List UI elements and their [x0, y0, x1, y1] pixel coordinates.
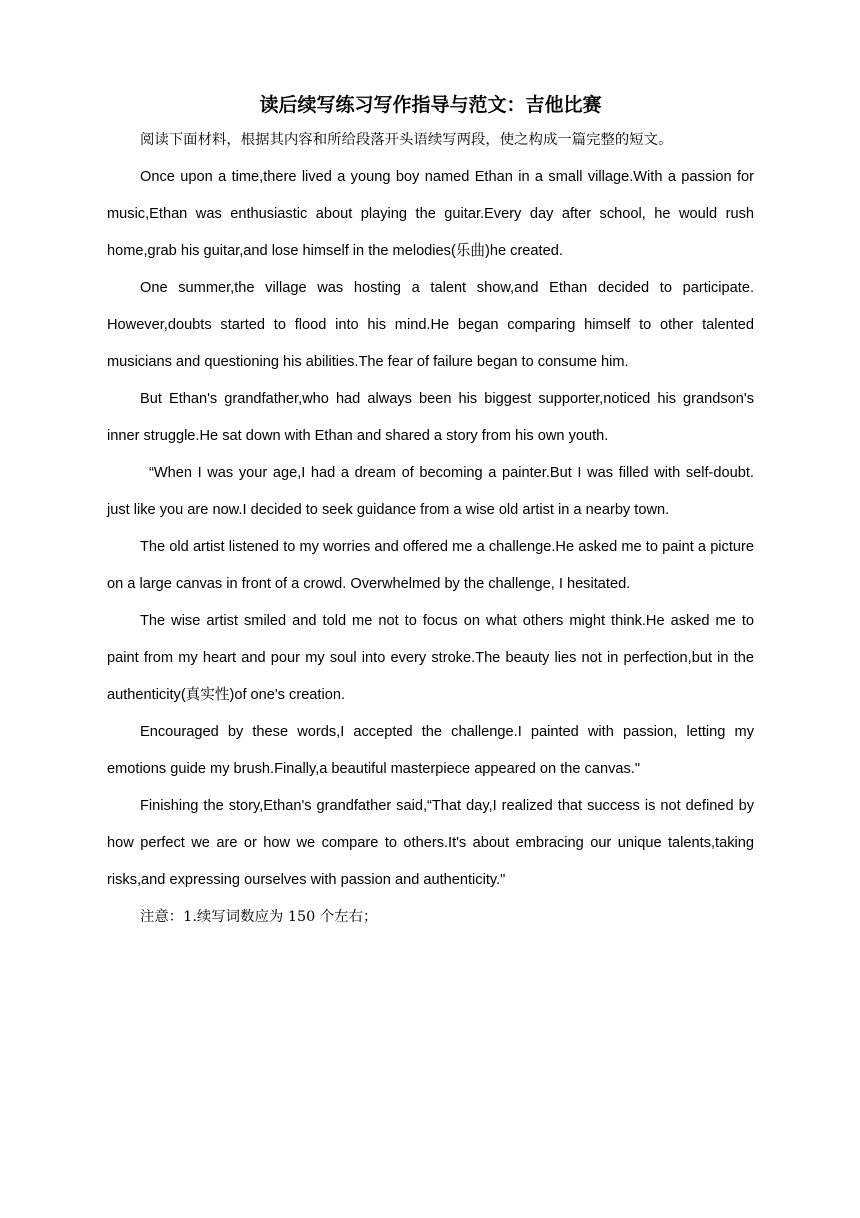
document-page	[107, 88, 754, 936]
story-paragraph-6: The wise artist smiled and told me not to focus on what others might think.He asked me to paint from my heart and pour my soul into every stroke.The beauty lies not in perfection,but in the authenticity(真实性)of one's creation.	[107, 613, 754, 703]
story-paragraph-2: One summer,the village was hosting a talent show,and Ethan decided to participate. However,doubts started to flood into his mind.He began comparing himself to other talented musicians and questioning his abilities.The fear of failure began to consume him.	[107, 280, 754, 370]
story-paragraph-4: “When I was your age,I had a dream of becoming a painter.But I was filled with self-doubt. just like you are now.I decided to seek guidance from a wise old artist in a nearby town.	[107, 465, 754, 518]
story-paragraph-1: Once upon a time,there lived a young boy named Ethan in a small village.With a passion for music,Ethan was enthusiastic about playing the guitar.Every day after school, he would rush home,grab his guitar,and lose himself in the melodies(乐曲)he created.	[107, 169, 754, 259]
story-paragraph-5: The old artist listened to my worries and offered me a challenge.He asked me to paint a picture on a large canvas in front of a crowd. Overwhelmed by the challenge, I hesitated.	[107, 539, 754, 592]
story-paragraph-7: Encouraged by these words,I accepted the challenge.I painted with passion, letting my emotions guide my brush.Finally,a beautiful masterpiece appeared on the canvas."	[107, 724, 754, 777]
story-paragraph-8: Finishing the story,Ethan's grandfather said,“That day,I realized that success is not defined by how perfect we are or how we compare to others.It's about embracing our unique talents,taking risks,and expressing ourselves with passion and authenticity."	[107, 798, 754, 888]
instruction-paragraph: 阅读下面材料，根据其内容和所给段落开头语续写两段，使之构成一篇完整的短文。	[140, 132, 673, 148]
story-paragraph-3: But Ethan's grandfather,who had always been his biggest supporter,noticed his grandson's inner struggle.He sat down with Ethan and shared a story from his own youth.	[107, 391, 754, 444]
document-title: 读后续写练习写作指导与范文：吉他比赛	[259, 94, 602, 116]
note-paragraph: 注意：1.续写词数应为 150 个左右；	[140, 909, 378, 925]
